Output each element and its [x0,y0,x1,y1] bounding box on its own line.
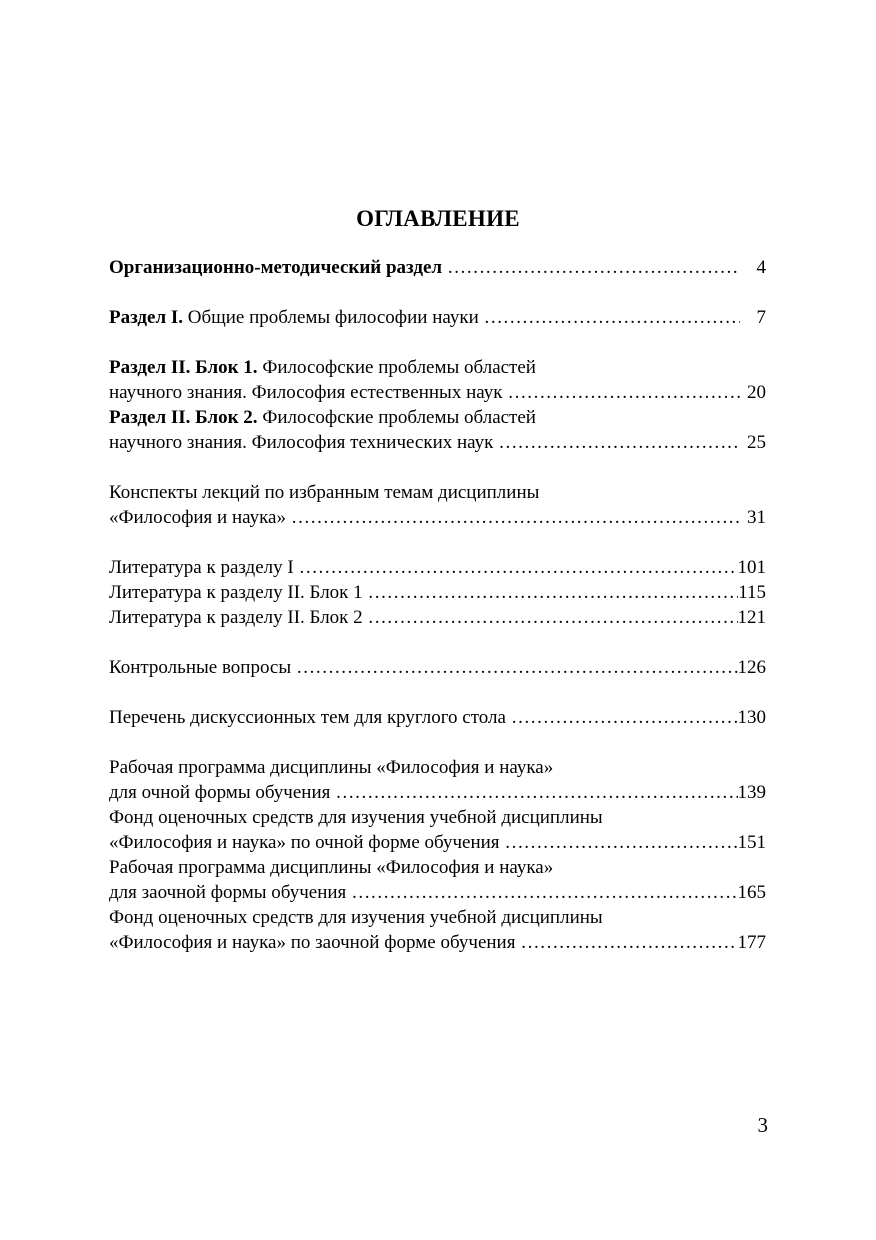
toc-entry-program-full-time[interactable] [109,755,766,805]
toc-entry-literature-2-block-1[interactable] [109,580,766,605]
dot-leader [330,780,737,805]
toc-page-number: 121 [737,607,766,628]
dot-leader [515,930,737,955]
toc-page-number: 25 [747,432,766,453]
dot-leader [479,305,740,330]
toc-entry-title-cont: научного знания. Философия технических наук [109,432,494,453]
dot-leader [291,655,737,680]
toc-entry-title: Организационно-методический раздел [109,257,443,278]
toc-page-number: 101 [737,557,766,578]
toc-entry-title: Фонд оценочных средств для изучения учебной дисциплины [109,807,603,828]
toc-entry-section-2-block-2[interactable] [109,405,766,455]
toc-page-number: 7 [756,307,766,328]
toc-entry-title-cont: научного знания. Философия естественных наук [109,382,503,403]
toc-page-number: 139 [737,782,766,803]
toc-page-number: 31 [747,507,766,528]
dot-leader [294,555,738,580]
toc-entry-round-table[interactable] [109,705,766,730]
toc-entry-literature-1[interactable] [109,555,766,580]
table-of-contents [109,255,766,955]
toc-entry-section-2-block-1[interactable] [109,355,766,405]
toc-entry-title-cont: для очной формы обучения [109,782,331,803]
dot-leader [502,380,740,405]
toc-entry-lecture-notes[interactable] [109,480,766,530]
toc-page-number: 177 [737,932,766,953]
toc-entry-assessment-part-time[interactable] [109,905,766,955]
toc-page-number: 4 [756,257,766,278]
toc-entry-title: Раздел I. Общие проблемы философии науки [109,307,479,328]
toc-page-number: 126 [737,657,766,678]
toc-entry-title: Перечень дискуссионных тем для круглого стола [109,707,506,728]
toc-page-number: 130 [737,707,766,728]
dot-leader [363,580,739,605]
toc-entry-assessment-full-time[interactable] [109,805,766,855]
toc-entry-program-part-time[interactable] [109,855,766,905]
toc-entry-title: Литература к разделу II. Блок 1 [109,582,363,603]
toc-page-number: 20 [747,382,766,403]
toc-page-number: 165 [737,882,766,903]
toc-entry-title-cont: для заочной формы обучения [109,882,347,903]
toc-entry-section-1[interactable] [109,305,766,330]
dot-leader [500,830,738,855]
page-number: 3 [757,1113,768,1137]
toc-entry-title-cont: «Философия и наука» по заочной форме обучения [109,932,516,953]
toc-entry-title-cont: «Философия и наука» по очной форме обучения [109,832,500,853]
dot-leader [493,430,740,455]
toc-entry-title: Раздел II. Блок 2. Философские проблемы областей [109,407,536,428]
dot-leader [363,605,738,630]
toc-entry-title: Рабочая программа дисциплины «Философия и наука» [109,857,554,878]
toc-entry-title: Литература к разделу I [109,557,294,578]
toc-entry-title: Фонд оценочных средств для изучения учебной дисциплины [109,907,603,928]
dot-leader [346,880,737,905]
toc-entry-title: Конспекты лекций по избранным темам дисциплины [109,482,540,503]
toc-page-number: 115 [738,582,766,603]
toc-page-number: 151 [737,832,766,853]
dot-leader [442,255,740,280]
toc-entry-title: Контрольные вопросы [109,657,292,678]
dot-leader [286,505,740,530]
toc-entry-title-cont: «Философия и наука» [109,507,286,528]
toc-entry-title: Рабочая программа дисциплины «Философия и наука» [109,757,554,778]
toc-entry-control-questions[interactable] [109,655,766,680]
toc-entry-organizational[interactable] [109,255,766,280]
page-title: ОГЛАВЛЕНИЕ [356,206,520,231]
toc-entry-title: Раздел II. Блок 1. Философские проблемы областей [109,357,536,378]
dot-leader [506,705,738,730]
toc-entry-title: Литература к разделу II. Блок 2 [109,607,363,628]
toc-entry-literature-2-block-2[interactable] [109,605,766,630]
